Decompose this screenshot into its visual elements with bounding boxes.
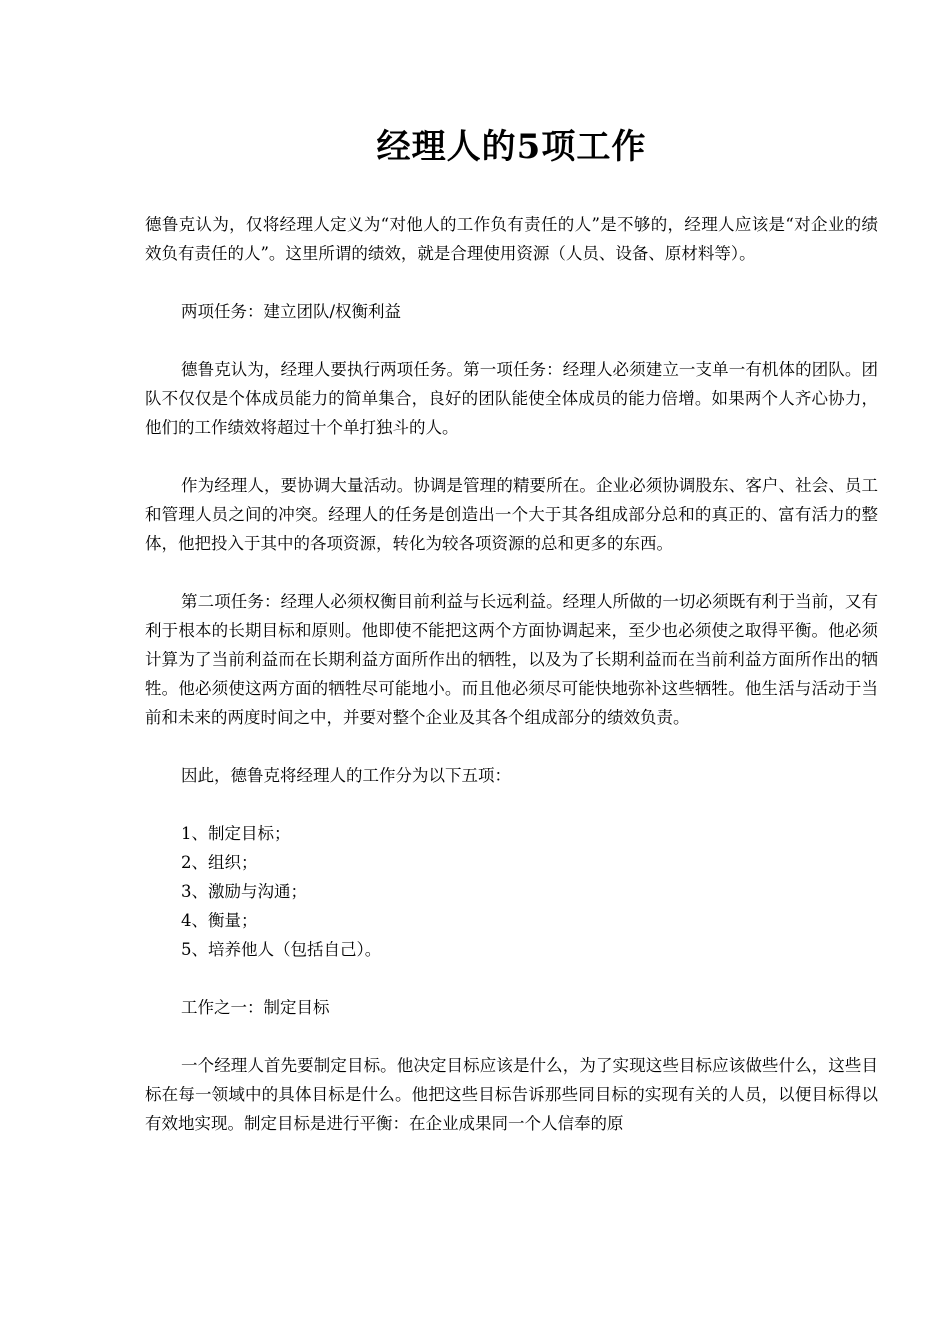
- paragraph-intro: 德鲁克认为，仅将经理人定义为“对他人的工作负有责任的人”是不够的，经理人应该是“对企业的绩效负有责任的人”。这里所谓的绩效，就是合理使用资源（人员、设备、原材料等）。: [145, 215, 878, 263]
- paragraph-task-two: 第二项任务：经理人必须权衡目前利益与长远利益。经理人所做的一切必须既有利于当前，又有利于根本的长期目标和原则。他即使不能把这两个方面协调起来，至少也必须使之取得平衡。他必须计算为了当前利益而在长期利益方面所作出的牺牲，以及为了长期利益而在当前利益方面所作出的牺牲。他必须使这两方面的牺牲尽可能地小。而且他必须尽可能快地弥补这些牺牲。他生活与活动于当前和未来的两度时间之中，并要对整个企业及其各个组成部分的绩效负责。: [145, 592, 878, 727]
- paragraph-coordination: 作为经理人，要协调大量活动。协调是管理的精要所在。企业必须协调股东、客户、社会、员工和管理人员之间的冲突。经理人的任务是创造出一个大于其各组成部分总和的真正的、富有活力的整体，他把投入于其中的各项资源，转化为较各项资源的总和更多的东西。: [145, 476, 878, 553]
- document-title: 经理人的5项工作: [376, 126, 647, 167]
- section-heading-work-one: 工作之一：制定目标: [181, 998, 330, 1017]
- list-item: 3、激励与沟通；: [181, 882, 307, 901]
- list-item: 4、衡量；: [181, 911, 258, 930]
- paragraph-task-one: 德鲁克认为，经理人要执行两项任务。第一项任务：经理人必须建立一支单一有机体的团队。团队不仅仅是个体成员能力的简单集合，良好的团队能使全体成员的能力倍增。如果两个人齐心协力，他们的工作绩效将超过十个单打独斗的人。: [145, 360, 878, 437]
- document-body: [145, 210, 878, 1167]
- list-item: 5、培养他人（包括自己）。: [181, 940, 382, 959]
- section-heading-two-tasks: 两项任务：建立团队/权衡利益: [181, 302, 402, 321]
- list-item: 2、组织；: [181, 853, 258, 872]
- paragraph-five-items-intro: 因此，德鲁克将经理人的工作分为以下五项：: [181, 766, 511, 785]
- list-item: 1、制定目标；: [181, 824, 291, 843]
- paragraph-work-one: 一个经理人首先要制定目标。他决定目标应该是什么，为了实现这些目标应该做些什么，这些目标在每一领域中的具体目标是什么。他把这些目标告诉那些同目标的实现有关的人员，以便目标得以有效地实现。制定目标是进行平衡：在企业成果同一个人信奉的原: [145, 1056, 878, 1133]
- five-items-list: [145, 819, 878, 964]
